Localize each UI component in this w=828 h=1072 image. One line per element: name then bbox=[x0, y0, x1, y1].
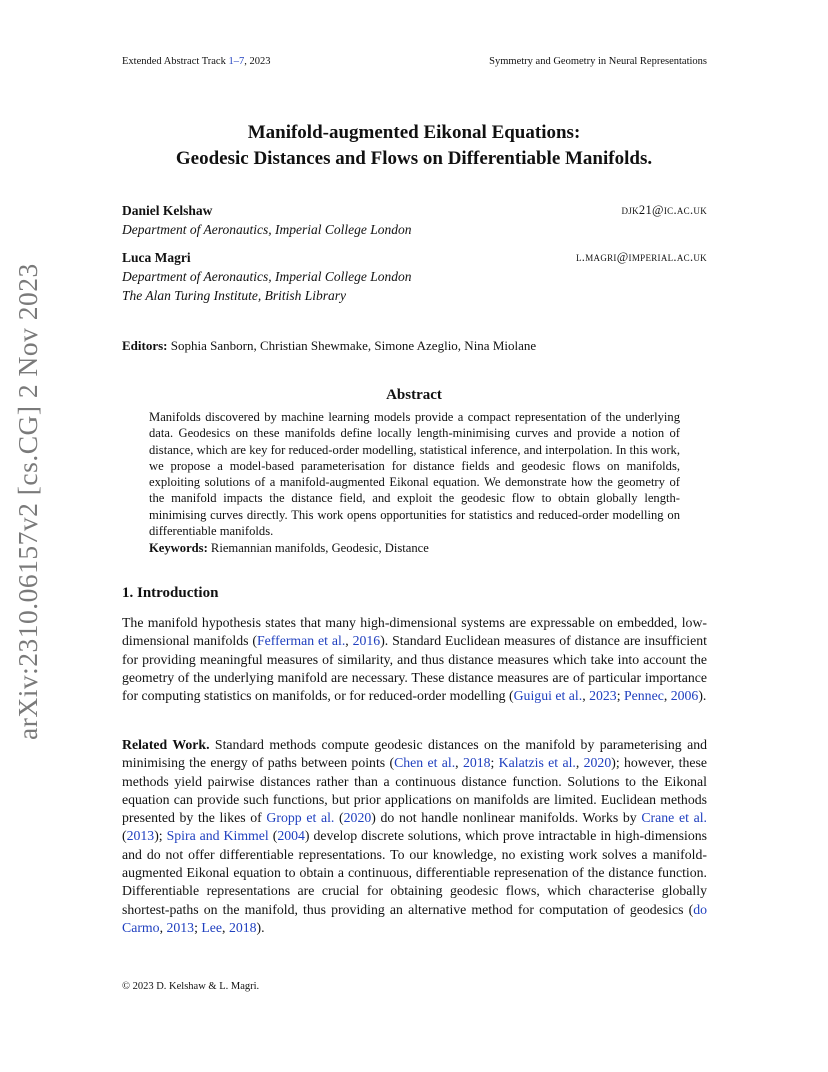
author-block-2 bbox=[122, 248, 707, 305]
citation-link[interactable]: Spira and Kimmel bbox=[166, 828, 269, 844]
running-header-left: Extended Abstract Track 1–7, 2023 bbox=[122, 56, 271, 67]
citation-link[interactable]: do Carmo bbox=[122, 901, 707, 935]
citation-link[interactable]: Pennec bbox=[623, 688, 664, 704]
citation-link[interactable]: Gropp et al. bbox=[266, 810, 335, 826]
author-block-1 bbox=[122, 201, 707, 239]
author-email[interactable]: l.magri@imperial.ac.uk bbox=[576, 250, 707, 264]
author-affiliation: Department of Aeronautics, Imperial College London bbox=[122, 269, 412, 284]
citation-link[interactable]: Fefferman et al. bbox=[256, 633, 346, 649]
title-line-2: Geodesic Distances and Flows on Differentiable Manifolds. bbox=[175, 148, 653, 169]
citation-link[interactable]: 2023 bbox=[589, 688, 617, 704]
citation-link[interactable]: Kalatzis et al. bbox=[498, 755, 576, 771]
citation-link[interactable]: 2020 bbox=[583, 755, 612, 771]
title-line-1: Manifold-augmented Eikonal Equations: bbox=[247, 122, 581, 143]
abstract-text: Manifolds discovered by machine learning models provide a compact representation of the underlying data. Geodesics on these manifolds define locally length-minimising curves and provide a notion of distance, which are key for reduced-order modelling, statistical inference, and interpolation. In this work, we propose a model-based parameterisation for distance fields and geodesic flows on manifolds, exploiting solutions of a manifold-augmented Eikonal equation. We demonstrate how the geometry of the manifold impacts the distance field, and exploit the geodesic flow to obtain globally length-minimising curves directly. This work opens opportunities for statistics and reduced-order modelling on differentiable manifolds. bbox=[149, 410, 680, 539]
citation-link[interactable]: Chen et al. bbox=[394, 755, 456, 771]
citation-link[interactable]: Crane et al. bbox=[641, 810, 708, 826]
citation-link[interactable]: 2020 bbox=[343, 810, 372, 826]
author-affiliation: Department of Aeronautics, Imperial College London bbox=[122, 222, 412, 237]
copyright-footer: © 2023 D. Kelshaw & L. Magri. bbox=[122, 981, 260, 992]
running-header-right: Symmetry and Geometry in Neural Representations bbox=[489, 56, 707, 67]
intro-paragraph-2: Related Work. Standard methods compute geodesic distances on the manifold by parameterising and minimising the energy of paths between points (Chen et al., 2018; Kalatzis et al., 2020); however, these methods yield pairwise distances rather than a continuous distance function. Solutions to the Eikonal equation can provide such functions, but prior applications on manifolds are limited. Euclidean methods presented by the likes of Gropp et al. (2020) do not handle nonlinear manifolds. Works by Crane et al. (2013); Spira and Kimmel (2004) develop discrete solutions, which prove intractable in high-dimensions and do not offer differentiable representations. To our knowledge, no existing work solves a manifold-augmented Eikonal equation to obtain a continuous, differentiable represenation of the distance function. Differentiable representations are crucial for obtaining geodesic flows, which characterise globally shortest-paths on the manifold, thus providing an alternative method for computation of geodesics (do Carmo, 2013; Lee, 2018). bbox=[122, 737, 708, 935]
citation-link[interactable]: 2016 bbox=[352, 633, 381, 649]
author-email[interactable]: djk21@ic.ac.uk bbox=[621, 203, 707, 217]
abstract-heading: Abstract bbox=[386, 387, 442, 403]
author-name: Daniel Kelshaw bbox=[122, 203, 213, 218]
keywords-label: Keywords: bbox=[149, 541, 208, 555]
editors-names: Sophia Sanborn, Christian Shewmake, Simone Azeglio, Nina Miolane bbox=[167, 338, 537, 353]
citation-link[interactable]: 2013 bbox=[126, 828, 155, 844]
citation-link[interactable]: 2006 bbox=[670, 688, 699, 704]
author-affiliation: The Alan Turing Institute, British Library bbox=[122, 288, 347, 303]
citation-link[interactable]: Lee bbox=[201, 919, 223, 935]
editors-line bbox=[122, 338, 536, 354]
keywords-line bbox=[149, 541, 429, 556]
citation-link[interactable]: Guigui et al. bbox=[513, 688, 583, 704]
citation-link[interactable]: 2004 bbox=[277, 828, 305, 844]
citation-link[interactable]: 2018 bbox=[228, 919, 257, 935]
section-heading-introduction: 1. Introduction bbox=[122, 585, 219, 601]
keywords-list: Riemannian manifolds, Geodesic, Distance bbox=[207, 541, 429, 555]
author-name: Luca Magri bbox=[122, 250, 191, 265]
intro-paragraph-1: The manifold hypothesis states that many high-dimensional systems are expressable on embedded, low-dimensional manifolds (Fefferman et al., 2016). Standard Euclidean measures of distance are insufficient for providing meaningful measures of similarity, and thus distance measures which take into account the geometry of the underlying manifold are necessary. These distance measures are of particular importance for computing statistics on manifolds, or for reduced-order modelling (Guigui et al., 2023; Pennec, 2006). bbox=[122, 615, 707, 704]
citation-link[interactable]: 2018 bbox=[462, 755, 491, 771]
arxiv-identifier: arXiv:2310.06157v2 [cs.CG] 2 Nov 2023 bbox=[12, 263, 43, 740]
paper-title bbox=[100, 120, 728, 172]
citation-link[interactable]: 2013 bbox=[166, 919, 195, 935]
editors-label: Editors: bbox=[122, 338, 168, 353]
page-range-link[interactable]: 1–7 bbox=[228, 56, 245, 67]
related-work-lead: Related Work. bbox=[122, 737, 210, 752]
